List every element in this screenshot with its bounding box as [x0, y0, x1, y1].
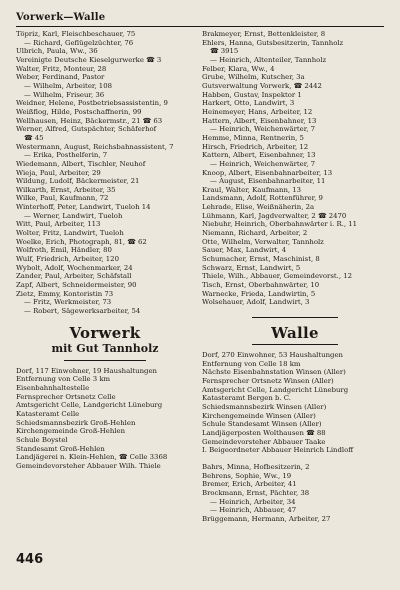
directory-entry: I. Beigeordneter Abbauer Heinrich Lindloff	[202, 446, 354, 455]
directory-entry: Wolfroth, Emil, Händler, 80	[16, 246, 112, 255]
directory-entry: Wilke, Paul, Kaufmann, 72	[16, 194, 109, 203]
section-subtitle-vorwerk: mit Gut Tannholz	[51, 341, 159, 355]
directory-entry: Schule Standesamt Winsen (Aller)	[202, 420, 322, 429]
directory-entry: Fernsprecher Ortsnetz Winsen (Aller)	[202, 376, 334, 385]
directory-entry: Knoop, Albert, Eisenbahnarbeiter, 13	[202, 168, 333, 177]
directory-entry: Töpriz, Karl, Fleischbeschauer, 75	[16, 30, 136, 38]
page-header: Vorwerk—Walle	[16, 12, 106, 23]
directory-entry: Thiele, Wilh., Abbauer, Gemeindevorst., 12	[202, 272, 352, 281]
directory-entry: — Richard, Geflügelzüchter, 76	[24, 38, 134, 47]
section-title-walle: Walle	[271, 324, 319, 342]
directory-entry: Harkert, Otto, Landwirt, 3	[202, 99, 295, 108]
directory-entry: Kattern, Albert, Eisenbahner, 13	[202, 151, 316, 160]
directory-entry: Wulf, Friedrich, Arbeiter, 120	[16, 255, 119, 264]
directory-entry: — Erika, Posthelferin, 7	[24, 151, 108, 160]
directory-entry: Zietz, Emmy, Kontoristin 73	[16, 289, 114, 298]
directory-entry: Amtsgericht Celle, Landgericht Lüneburg	[16, 401, 163, 410]
vorwerk-info-list	[16, 367, 194, 471]
directory-entry: Woelke, Erich, Photograph, 81, ☎ 62	[16, 237, 147, 246]
directory-entry: Wiedemann, Albert, Tischler, Neuhof	[16, 159, 146, 168]
directory-entry: Wellhausen, Heinz, Bäckermstr., 21 ☎ 63	[16, 116, 163, 125]
section-gap	[202, 307, 388, 315]
directory-entry: Dorf, 270 Einwohner, 53 Haushaltungen	[202, 351, 343, 359]
directory-entry: — Heinrich, Arbeiter, 34	[210, 497, 296, 506]
directory-entry: Westermann, August, Reichsbahnassistent, 7	[16, 142, 174, 151]
directory-entry: Weber, Ferdinand, Pastor	[16, 73, 105, 82]
directory-entry: Niemann, Richard, Arbeiter, 2	[202, 229, 308, 238]
walle-residents-list	[202, 463, 388, 524]
directory-entry: Brockmann, Ernst, Pächter, 38	[202, 488, 310, 497]
directory-entry: Tisch, Ernst, Oberbahnwärter, 10	[202, 281, 320, 290]
directory-entry: Fernsprecher Ortsnetz Celle	[16, 392, 116, 401]
directory-entry: Dorf, 117 Einwohner, 19 Haushaltungen	[16, 366, 157, 375]
directory-entry: — Wilhelm, Arbeiter, 108	[24, 81, 112, 90]
directory-entry: Sauer, Max, Landwirt, 4	[202, 246, 287, 255]
directory-entry: Bremer, Erich, Arbeiter, 41	[202, 480, 297, 489]
directory-entry: Landjägerei n. Klein-Hehlen, ☎ Celle 3368	[16, 453, 168, 462]
directory-entry: Amtsgericht Celle, Landgericht Lüneburg	[202, 385, 349, 394]
directory-entry: Warnecke, Frieda, Landwirtin, 5	[202, 289, 316, 298]
directory-entry: Weißflog, Hilde, Postschaffnerin, 99	[16, 107, 142, 116]
directory-entry: Zander, Paul, Arbeiter, Schäfstall	[16, 272, 132, 281]
directory-entry: Wolsehauer, Adolf, Landwirt, 3	[202, 298, 310, 307]
directory-entry: — Fritz, Werkmeister, 73	[24, 298, 112, 307]
directory-entry: Vereinigte Deutsche Kieselgurwerke ☎ 3	[16, 55, 162, 64]
directory-entry: Entfernung von Celle 18 km	[202, 359, 301, 368]
directory-entry: Behrens, Sophie, Ww., 19	[202, 471, 292, 480]
directory-entry: Wolter, Fritz, Landwirt, Tueloh	[16, 229, 124, 238]
vorwerk-residents-continued	[202, 30, 388, 307]
directory-entry: Otte, Wilhelm, Verwalter, Tannholz	[202, 237, 324, 246]
directory-entry: — Robert, Sägewerksarbeiter, 54	[24, 307, 141, 315]
directory-entry: Katasteramt Celle	[16, 409, 80, 418]
directory-entry: Schiedsmannsbezirk Groß-Hehlen	[16, 418, 136, 427]
directory-entry: Kraul, Walter, Kaufmann, 13	[202, 185, 302, 194]
directory-entry: Schiedsmannsbezirk Winsen (Aller)	[202, 402, 327, 411]
directory-entry: Wieja, Paul, Arbeiter, 29	[16, 168, 101, 177]
directory-entry: Habben, Gustav, Inspektor 1	[202, 90, 302, 99]
directory-entry: Katasteramt Bergen b. C.	[202, 394, 291, 403]
section-rule	[252, 317, 338, 318]
directory-entry: Brüggemann, Hermann, Arbeiter, 27	[202, 514, 331, 523]
walle-info-list	[202, 351, 388, 455]
directory-entry: Entfernung von Celle 3 km	[16, 375, 111, 384]
directory-entry: Landjägerposten Wolthausen ☎ 88	[202, 428, 326, 437]
right-column	[202, 30, 388, 523]
section-title-vorwerk: Vorwerk	[69, 323, 141, 342]
section-rule	[64, 360, 146, 361]
directory-entry: Schule Boystel	[16, 435, 68, 444]
directory-entry: Standesamt Groß-Hehlen	[16, 444, 105, 453]
directory-entry: — Heinrich, Weichenwärter, 7	[210, 159, 316, 168]
directory-entry: Landsmann, Adolf, Rottenführer, 9	[202, 194, 323, 203]
directory-entry: Wildung, Ludolf, Bäckermeister, 21	[16, 177, 140, 186]
directory-entry: — Heinrich, Weichenwärter, 7	[210, 125, 316, 134]
directory-entry: Gemeindevorsteher Abbauer Taake	[202, 437, 326, 446]
directory-entry: ☎ 45	[24, 133, 44, 142]
directory-entry: Walter, Fritz, Monteur, 28	[16, 64, 107, 73]
directory-entry: Witt, Paul, Arbeiter, 113	[16, 220, 101, 229]
section-gap	[16, 316, 194, 324]
directory-entry: Ehlers, Hanna, Gutsbesitzerin, Tannholz	[202, 38, 344, 47]
vorwerk-residents-list	[16, 30, 194, 316]
directory-entry: Hattern, Albert, Eisenbahner, 13	[202, 116, 317, 125]
directory-entry: — Wilhelm, Friseur, 36	[24, 90, 105, 99]
directory-entry: Wybolt, Adolf, Wochenmarker, 24	[16, 263, 133, 272]
directory-entry: Heinemeyer, Hans, Arbeiter, 12	[202, 107, 313, 116]
directory-entry: Hemme, Minna, Rentnerin, 5	[202, 133, 304, 142]
directory-entry: Bahrs, Minna, Hofbesitzerin, 2	[202, 462, 310, 471]
directory-entry: Schwarz, Ernst, Landwirt, 5	[202, 263, 301, 272]
directory-entry: Lehrade, Elise, Weißnäherin, 2a	[202, 203, 315, 212]
directory-entry: Wilkarth, Ernst, Arbeiter, 35	[16, 185, 116, 194]
page-number: 446	[16, 552, 44, 567]
directory-entry: — Heinrich, Altenteiler, Tannholz	[210, 55, 327, 64]
directory-entry: Brakmeyer, Ernst, Bettenkleister, 8	[202, 30, 326, 38]
directory-entry: Weidner, Helene, Postbetriebsassistentin, 9	[16, 99, 168, 108]
directory-entry: Grube, Wilhelm, Kutscher, 3a	[202, 73, 305, 82]
directory-entry: ☎ 3915	[210, 47, 239, 56]
directory-entry: Lühmann, Karl, Jagdverwalter, 2 ☎ 2470	[202, 211, 347, 220]
directory-entry: Zapf, Albert, Schneidermeister, 90	[16, 281, 137, 290]
directory-entry: — Heinrich, Abbauer, 47	[210, 506, 297, 515]
directory-entry: Winterhoff, Peter, Landwirt, Tueloh 14	[16, 203, 151, 212]
directory-entry: Gemeindevorsteher Abbauer Wilh. Thiele	[16, 461, 161, 470]
section-rule	[252, 344, 338, 345]
directory-entry: Hirsch, Friedrich, Arbeiter, 12	[202, 142, 309, 151]
directory-entry: Gutsverwaltung Vorwerk, ☎ 2442	[202, 81, 322, 90]
directory-entry: Kirchengemeinde Winsen (Aller)	[202, 411, 316, 420]
header-rule	[16, 26, 384, 27]
directory-entry: Felber, Klara, Ww., 4	[202, 64, 275, 73]
section-gap	[202, 455, 388, 463]
directory-entry: Eisenbahnhaltestelle	[16, 383, 90, 392]
directory-entry: Werner, Alfred, Gutspächter, Schäferhof	[16, 125, 157, 134]
left-column	[16, 30, 194, 471]
directory-entry: Nächste Eisenbahnstation Winsen (Aller)	[202, 368, 346, 377]
directory-entry: Kirchengemeinde Groß-Hehlen	[16, 427, 126, 436]
directory-entry: Niebuhr, Heinrich, Oberbahnwärter i. R., 11	[202, 220, 357, 229]
directory-entry: — August, Eisenbahnarbeiter, 11	[210, 177, 326, 186]
directory-entry: Ulbrich, Paula, Ww., 36	[16, 47, 98, 56]
directory-entry: Schumacher, Ernst, Maschinist, 8	[202, 255, 320, 264]
directory-entry: — Werner, Landwirt, Tueloh	[24, 211, 123, 220]
